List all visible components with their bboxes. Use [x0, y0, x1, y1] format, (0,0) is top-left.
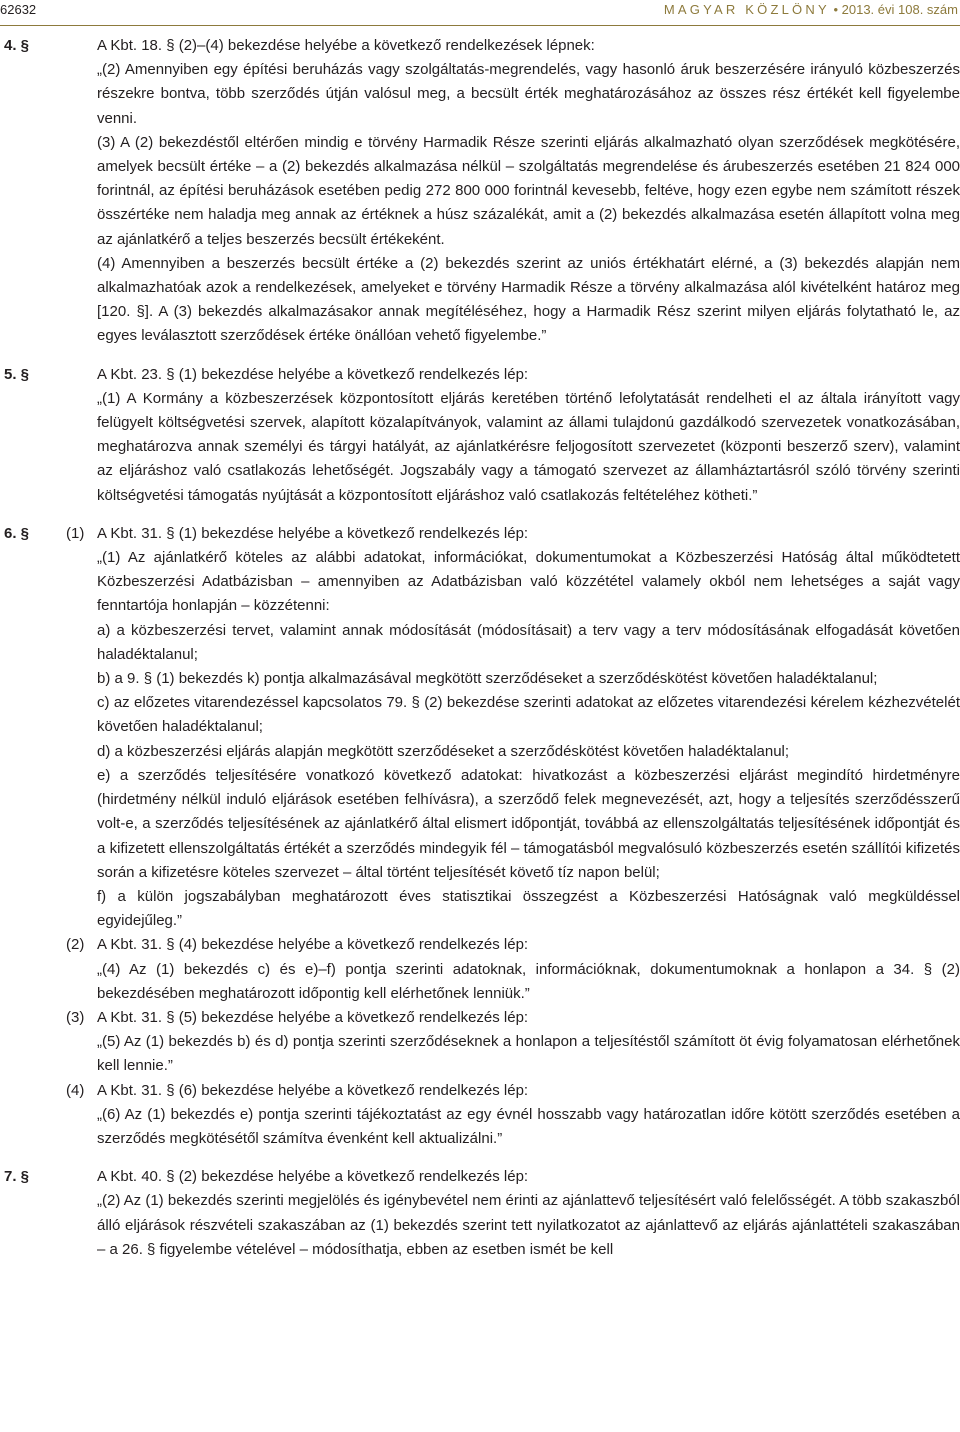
- section-4: [0, 34, 960, 349]
- section-intro: A Kbt. 18. § (2)–(4) bekezdése helyébe a következő rendelkezések lépnek:: [97, 37, 595, 54]
- list-item-f: f) a külön jogszabályban meghatározott éves statisztikai összegzést a Közbeszerzési Hatóságnak való megküldéssel egyidejűleg.”: [97, 887, 960, 930]
- list-item-a: a) a közbeszerzési tervet, valamint annak módosítását (módosításait) a terv vagy a terv módosításának elfogadását követően haladéktalanul;: [97, 621, 960, 663]
- section-intro: A Kbt. 23. § (1) bekezdése helyébe a következő rendelkezés lép:: [97, 365, 529, 383]
- header-rule: [0, 25, 960, 26]
- subsection-1: [66, 522, 960, 933]
- paragraph: „(4) Az (1) bekezdés c) és e)–f) pontja szerinti adatoknak, információknak, dokumentumoknak a honlapon a 34. § (2) bekezdésében meghatározott időpontig kell elérhetőnek lenniük.”: [97, 960, 960, 1002]
- subsection-intro: A Kbt. 31. § (1) bekezdése helyébe a következő rendelkezés lép:: [97, 524, 529, 542]
- subsection-2: [66, 933, 960, 1006]
- paragraph: „(5) Az (1) bekezdés b) és d) pontja szerinti szerződéseknek a honlapon a teljesítéstől számított öt évig folyamatosan elérhetőnek kell lennie.”: [97, 1033, 960, 1075]
- paragraph: „(2) Amennyiben egy építési beruházás vagy szolgáltatás-megrendelés, vagy hasonló áruk beszerzésére irányuló közbeszerzés részekre bontva, több szerződés útján valósul meg, a becsült érték meghatározásához az összes rész értékét kell figyelembe venni.: [97, 61, 960, 127]
- section-number: 4. §: [4, 37, 30, 54]
- header-bullet: •: [833, 2, 839, 17]
- subsection-number: (2): [66, 936, 85, 954]
- section-6: [0, 522, 960, 1151]
- section-number: 5. §: [4, 365, 30, 383]
- journal-issue: 2013. évi 108. szám: [841, 2, 958, 17]
- paragraph: (3) A (2) bekezdéstől eltérően mindig e törvény Harmadik Része szerinti eljárás alkalmazható olyan szerződések megkötésére, amelyek becsült értéke – a (2) bekezdés alkalmazása nélkül – szolgáltatás megrendelése és árubeszerzés esetében 21 824 000 forintnál, az építési beruházások esetében pedig 272 800 000 forintnál kevesebb, feltéve, hogy ezen egybe nem számított részek összértéke nem haladja meg annak az értéknek a húsz százalékát, amit a (2) bekezdés alkalmazása esetén állapított volna meg az ajánlatkérő a teljes beszerzés becsült értékeként.: [97, 133, 960, 248]
- section-number: 7. §: [4, 1168, 30, 1186]
- paragraph: „(6) Az (1) bekezdés e) pontja szerinti tájékoztatást az egy évnél hosszabb vagy határozatlan időre kötött szerződés esetében a szerződés megkötésétől számítva évenként kell aktualizálni.”: [97, 1105, 960, 1147]
- subsection-intro: A Kbt. 31. § (4) bekezdése helyébe a következő rendelkezés lép:: [97, 936, 529, 954]
- subsection-3: [66, 1006, 960, 1079]
- list-item-d: d) a közbeszerzési eljárás alapján megkötött szerződéseket a szerződéskötést követően haladéktalanul;: [97, 742, 790, 760]
- paragraph: „(1) A Kormány a közbeszerzések központosított eljárás keretében történő lefolytatását rendelheti el az általa irányított vagy felügyelt költségvetési szervek, alapított közalapítványok, valamint az állami tulajdonú gazdálkodó szervezetek vonatkozásában, meghatározva annak személyi és tárgyi hatályát, az ajánlatkérésre feljogosított szervezetet (központi beszerző szerv), valamint az eljáráshoz való csatlakozás lehetőségét. Jogszabály vagy a támogató szervezet az államháztartásról szóló törvény szerinti költségvetési támogatás nyújtását a központosított eljáráshoz való csatlakozás feltételéhez kötheti.”: [97, 389, 960, 504]
- paragraph: „(1) Az ajánlatkérő köteles az alábbi adatokat, információkat, dokumentumokat a Közbeszerzési Hatóság által működtetett Közbeszerzési Adatbázisban – amennyiben az Adatbázisban való közzététel valamely okból nem lehetséges a saját vagy fenntartója honlapján – közzétenni:: [97, 549, 960, 615]
- journal-info: [664, 2, 958, 17]
- section-number: 6. §: [4, 524, 30, 542]
- section-5: [0, 363, 960, 508]
- paragraph: „(2) Az (1) bekezdés szerinti megjelölés és igénybevétel nem érinti az ajánlattevő teljesítésért való felelősségét. A több szakaszból álló eljárások részvételi szakaszában az (1) bekezdés szerint tett nyilatkozatot az ajánlattevő az eljárás ajánlattételi szakaszában – a 26. § figyelembe vételével – módosíthatja, ebben az esetben ismét be kell: [97, 1192, 960, 1258]
- page-number: 62632: [0, 2, 37, 17]
- list-item-e: e) a szerződés teljesítésére vonatkozó következő adatokat: hivatkozást a közbeszerzési eljárást megindító hirdetményre (hirdetmény nélkül induló eljárások esetében felhívásra), a szerződő felek megnevezését, azt, hogy a teljesítés szerződésszerű volt-e, a szerződés teljesítésének az ajánlatkérő által elismert időpontját, továbbá az ellenszolgáltatás teljesítésének időpontját és a kifizetett ellenszolgáltatás értékét a szerződés mindegyik fél – támogatásból megvalósuló közbeszerzés esetén szállítói kifizetés során a kifizetésre köteles szervezet – által történt teljesítését követő tíz napon belül;: [97, 766, 960, 881]
- paragraph: (4) Amennyiben a beszerzés becsült értéke a (2) bekezdés szerint az uniós értékhatárt elérné, a (3) bekezdés alapján nem alkalmazhatóak azok a rendelkezések, amelyeket e törvény Harmadik Része a törvény alkalmazása alól kivételként határoz meg [120. §]. A (3) bekezdés alkalmazásakor annak megítéléséhez, hogy a Harmadik Rész szerint milyen eljárás folytatható le, az egyes leválasztott szerződések értéke önállóan vehető figyelembe.”: [97, 254, 960, 345]
- section-intro: A Kbt. 40. § (2) bekezdése helyébe a következő rendelkezés lép:: [97, 1168, 529, 1186]
- subsection-number: (1): [66, 524, 85, 542]
- page-header: [0, 2, 960, 22]
- subsection-intro: A Kbt. 31. § (6) bekezdése helyébe a következő rendelkezés lép:: [97, 1081, 529, 1099]
- subsection-number: (3): [66, 1008, 85, 1026]
- subsection-intro: A Kbt. 31. § (5) bekezdése helyébe a következő rendelkezés lép:: [97, 1008, 529, 1026]
- list-item-b: b) a 9. § (1) bekezdés k) pontja alkalmazásával megkötött szerződéseket a szerződéskötést követően haladéktalanul;: [97, 670, 878, 688]
- journal-title: MAGYAR KÖZLÖNY: [663, 2, 830, 17]
- list-item-c: c) az előzetes vitarendezéssel kapcsolatos 79. § (2) bekezdése szerinti adatokat az előzetes vitarendezési kérelem kézhezvételét követően haladéktalanul;: [97, 694, 960, 736]
- subsection-4: [66, 1079, 960, 1152]
- section-7: [0, 1165, 960, 1262]
- subsection-number: (4): [66, 1081, 85, 1099]
- document-body: [0, 34, 960, 1262]
